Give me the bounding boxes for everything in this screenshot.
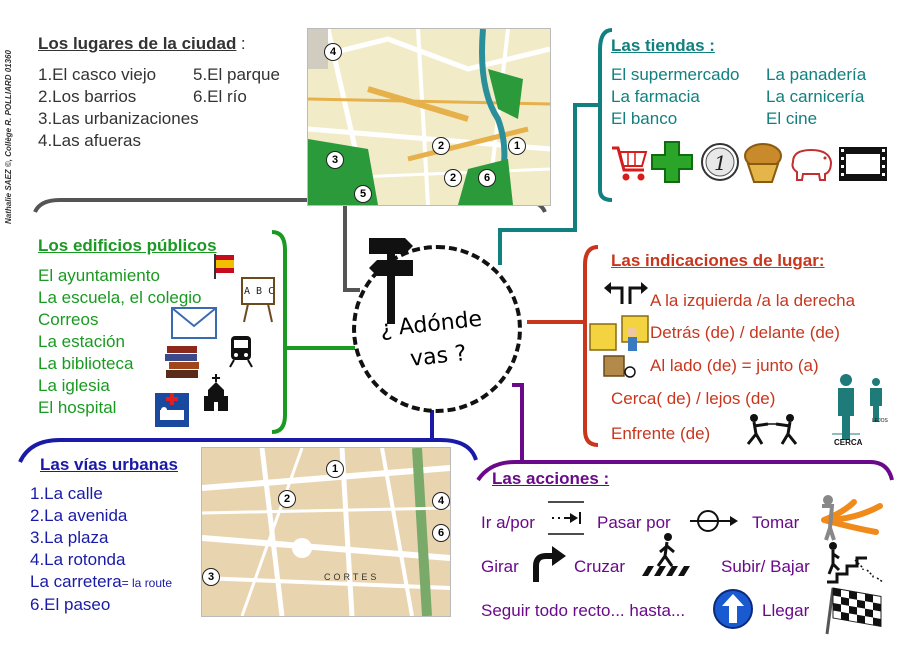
tiendas-item: El banco bbox=[611, 109, 678, 128]
indicacion-item: Detrás (de) / delante (de) bbox=[650, 323, 840, 342]
edificios-item: El ayuntamiento bbox=[38, 266, 160, 285]
film-strip-icon bbox=[838, 146, 888, 182]
accion-item: Cruzar bbox=[574, 557, 626, 576]
stairs-icon bbox=[825, 540, 885, 584]
lugares-item: 3.Las urbanizaciones bbox=[38, 109, 199, 128]
euro-coin-icon bbox=[700, 142, 740, 182]
tiendas-item: La carnicería bbox=[766, 87, 865, 106]
accion-item: Llegar bbox=[762, 601, 810, 620]
vias-item: 3.La plaza bbox=[30, 528, 109, 547]
pharmacy-cross-icon bbox=[650, 140, 694, 184]
map-badge: 4 bbox=[324, 43, 342, 61]
map-badge: 1 bbox=[326, 460, 344, 478]
indicaciones-title: Las indicaciones de lugar: bbox=[611, 251, 825, 270]
lugares-item: 6.El río bbox=[193, 87, 247, 106]
vias-title: Las vías urbanas bbox=[40, 455, 178, 474]
city-map bbox=[307, 28, 551, 206]
edificios-item: Correos bbox=[38, 310, 99, 329]
acciones-title: Las acciones : bbox=[492, 469, 610, 488]
accion-item: Subir/ Bajar bbox=[721, 557, 810, 576]
blackboard-text: A B C bbox=[244, 286, 275, 297]
vias-item: La carretera bbox=[30, 572, 122, 591]
box-ball-icon bbox=[602, 352, 636, 380]
vias-item-note: = la route bbox=[121, 576, 173, 590]
tiendas-item: El supermercado bbox=[611, 65, 740, 84]
map-badge: 1 bbox=[508, 137, 526, 155]
accion-item: Seguir todo recto... hasta... bbox=[481, 601, 686, 620]
lugares-list bbox=[38, 64, 199, 152]
turn-arrow-icon bbox=[528, 544, 568, 584]
credit-text: Nathalie SAEZ ©, Collège R. POLLIARD 01360 bbox=[4, 50, 13, 224]
vias-item: 6.El paseo bbox=[30, 595, 111, 614]
boxes-figure-icon bbox=[588, 310, 650, 354]
checkered-flag-icon bbox=[823, 584, 885, 636]
vias-list bbox=[30, 483, 172, 616]
lugares-item: 2.Los barrios bbox=[38, 87, 137, 106]
indicacion-item: Enfrente (de) bbox=[611, 424, 711, 443]
map-badge: 4 bbox=[432, 492, 450, 510]
pass-through-icon bbox=[688, 508, 740, 534]
go-to-arrow-icon bbox=[546, 500, 586, 536]
books-icon bbox=[163, 342, 203, 382]
svg-text:1: 1 bbox=[714, 151, 727, 175]
shopping-cart-icon bbox=[610, 142, 648, 184]
edificios-item: La iglesia bbox=[38, 376, 110, 395]
edificios-item: La estación bbox=[38, 332, 125, 351]
map-badge: 2 bbox=[432, 137, 450, 155]
tiendas-list-right bbox=[766, 64, 866, 130]
map-badge: 6 bbox=[478, 169, 496, 187]
edificios-title: Los edificios públicos bbox=[38, 236, 217, 255]
pig-icon bbox=[787, 144, 835, 182]
church-icon bbox=[202, 374, 230, 412]
accion-item: Ir a/por bbox=[481, 513, 535, 532]
near-far-figures-icon bbox=[832, 372, 888, 444]
map-badge: 6 bbox=[432, 524, 450, 542]
straight-ahead-arrow-icon bbox=[712, 588, 754, 630]
lugares-item: 5.El parque bbox=[193, 65, 280, 84]
tiendas-item: El cine bbox=[766, 109, 818, 128]
accion-item: Tomar bbox=[752, 513, 800, 532]
lugares-list-right bbox=[193, 64, 280, 108]
fencing-icon bbox=[742, 412, 802, 446]
pedestrian-crossing-icon bbox=[640, 532, 694, 578]
accion-item: Pasar por bbox=[597, 513, 671, 532]
map-badge: 2 bbox=[444, 169, 462, 187]
edificios-item: La biblioteca bbox=[38, 354, 134, 373]
lugares-section bbox=[38, 34, 246, 54]
signpost-icon bbox=[365, 232, 417, 324]
map-badge: 2 bbox=[278, 490, 296, 508]
edificios-item: El hospital bbox=[38, 398, 117, 417]
tiendas-list-left bbox=[611, 64, 740, 130]
center-question-line2: vas ? bbox=[408, 341, 468, 372]
tiendas-item: La farmacia bbox=[611, 87, 700, 106]
map-label: CORTES bbox=[324, 572, 380, 582]
vias-item-carretera bbox=[30, 571, 172, 594]
hospital-icon bbox=[154, 392, 190, 428]
indicacion-item: Cerca( de) / lejos (de) bbox=[611, 389, 776, 408]
vias-item: 2.La avenida bbox=[30, 506, 128, 525]
lugares-title: Los lugares de la ciudad bbox=[38, 34, 237, 53]
train-icon bbox=[228, 334, 254, 368]
center-question-line1: ¿ Adónde bbox=[378, 306, 484, 343]
tiendas-item: La panadería bbox=[766, 65, 867, 84]
indicacion-item: Al lado (de) = junto (a) bbox=[650, 356, 819, 375]
vias-item: 4.La rotonda bbox=[30, 550, 126, 569]
map-badge: 3 bbox=[326, 151, 344, 169]
indicacion-item: A la izquierda /a la derecha bbox=[650, 291, 856, 310]
edificios-item: La escuela, el colegio bbox=[38, 288, 202, 307]
bread-basket-icon bbox=[742, 138, 784, 186]
accion-item: Girar bbox=[481, 557, 519, 576]
lugares-colon: : bbox=[240, 34, 246, 53]
blackboard-icon bbox=[240, 276, 276, 324]
envelope-icon bbox=[170, 306, 218, 340]
tiendas-title: Las tiendas : bbox=[611, 36, 715, 55]
lejos-label: LEJOS bbox=[872, 418, 888, 424]
spain-flag-icon bbox=[212, 252, 238, 280]
map-badge: 5 bbox=[354, 185, 372, 203]
street-map bbox=[201, 447, 451, 617]
take-paths-icon bbox=[814, 492, 884, 542]
vias-item: 1.La calle bbox=[30, 484, 103, 503]
lugares-item: 1.El casco viejo bbox=[38, 65, 157, 84]
left-right-arrows-icon bbox=[602, 278, 650, 306]
lugares-item: 4.Las afueras bbox=[38, 131, 142, 150]
cerca-label: CERCA bbox=[834, 438, 863, 447]
map-badge: 3 bbox=[202, 568, 220, 586]
